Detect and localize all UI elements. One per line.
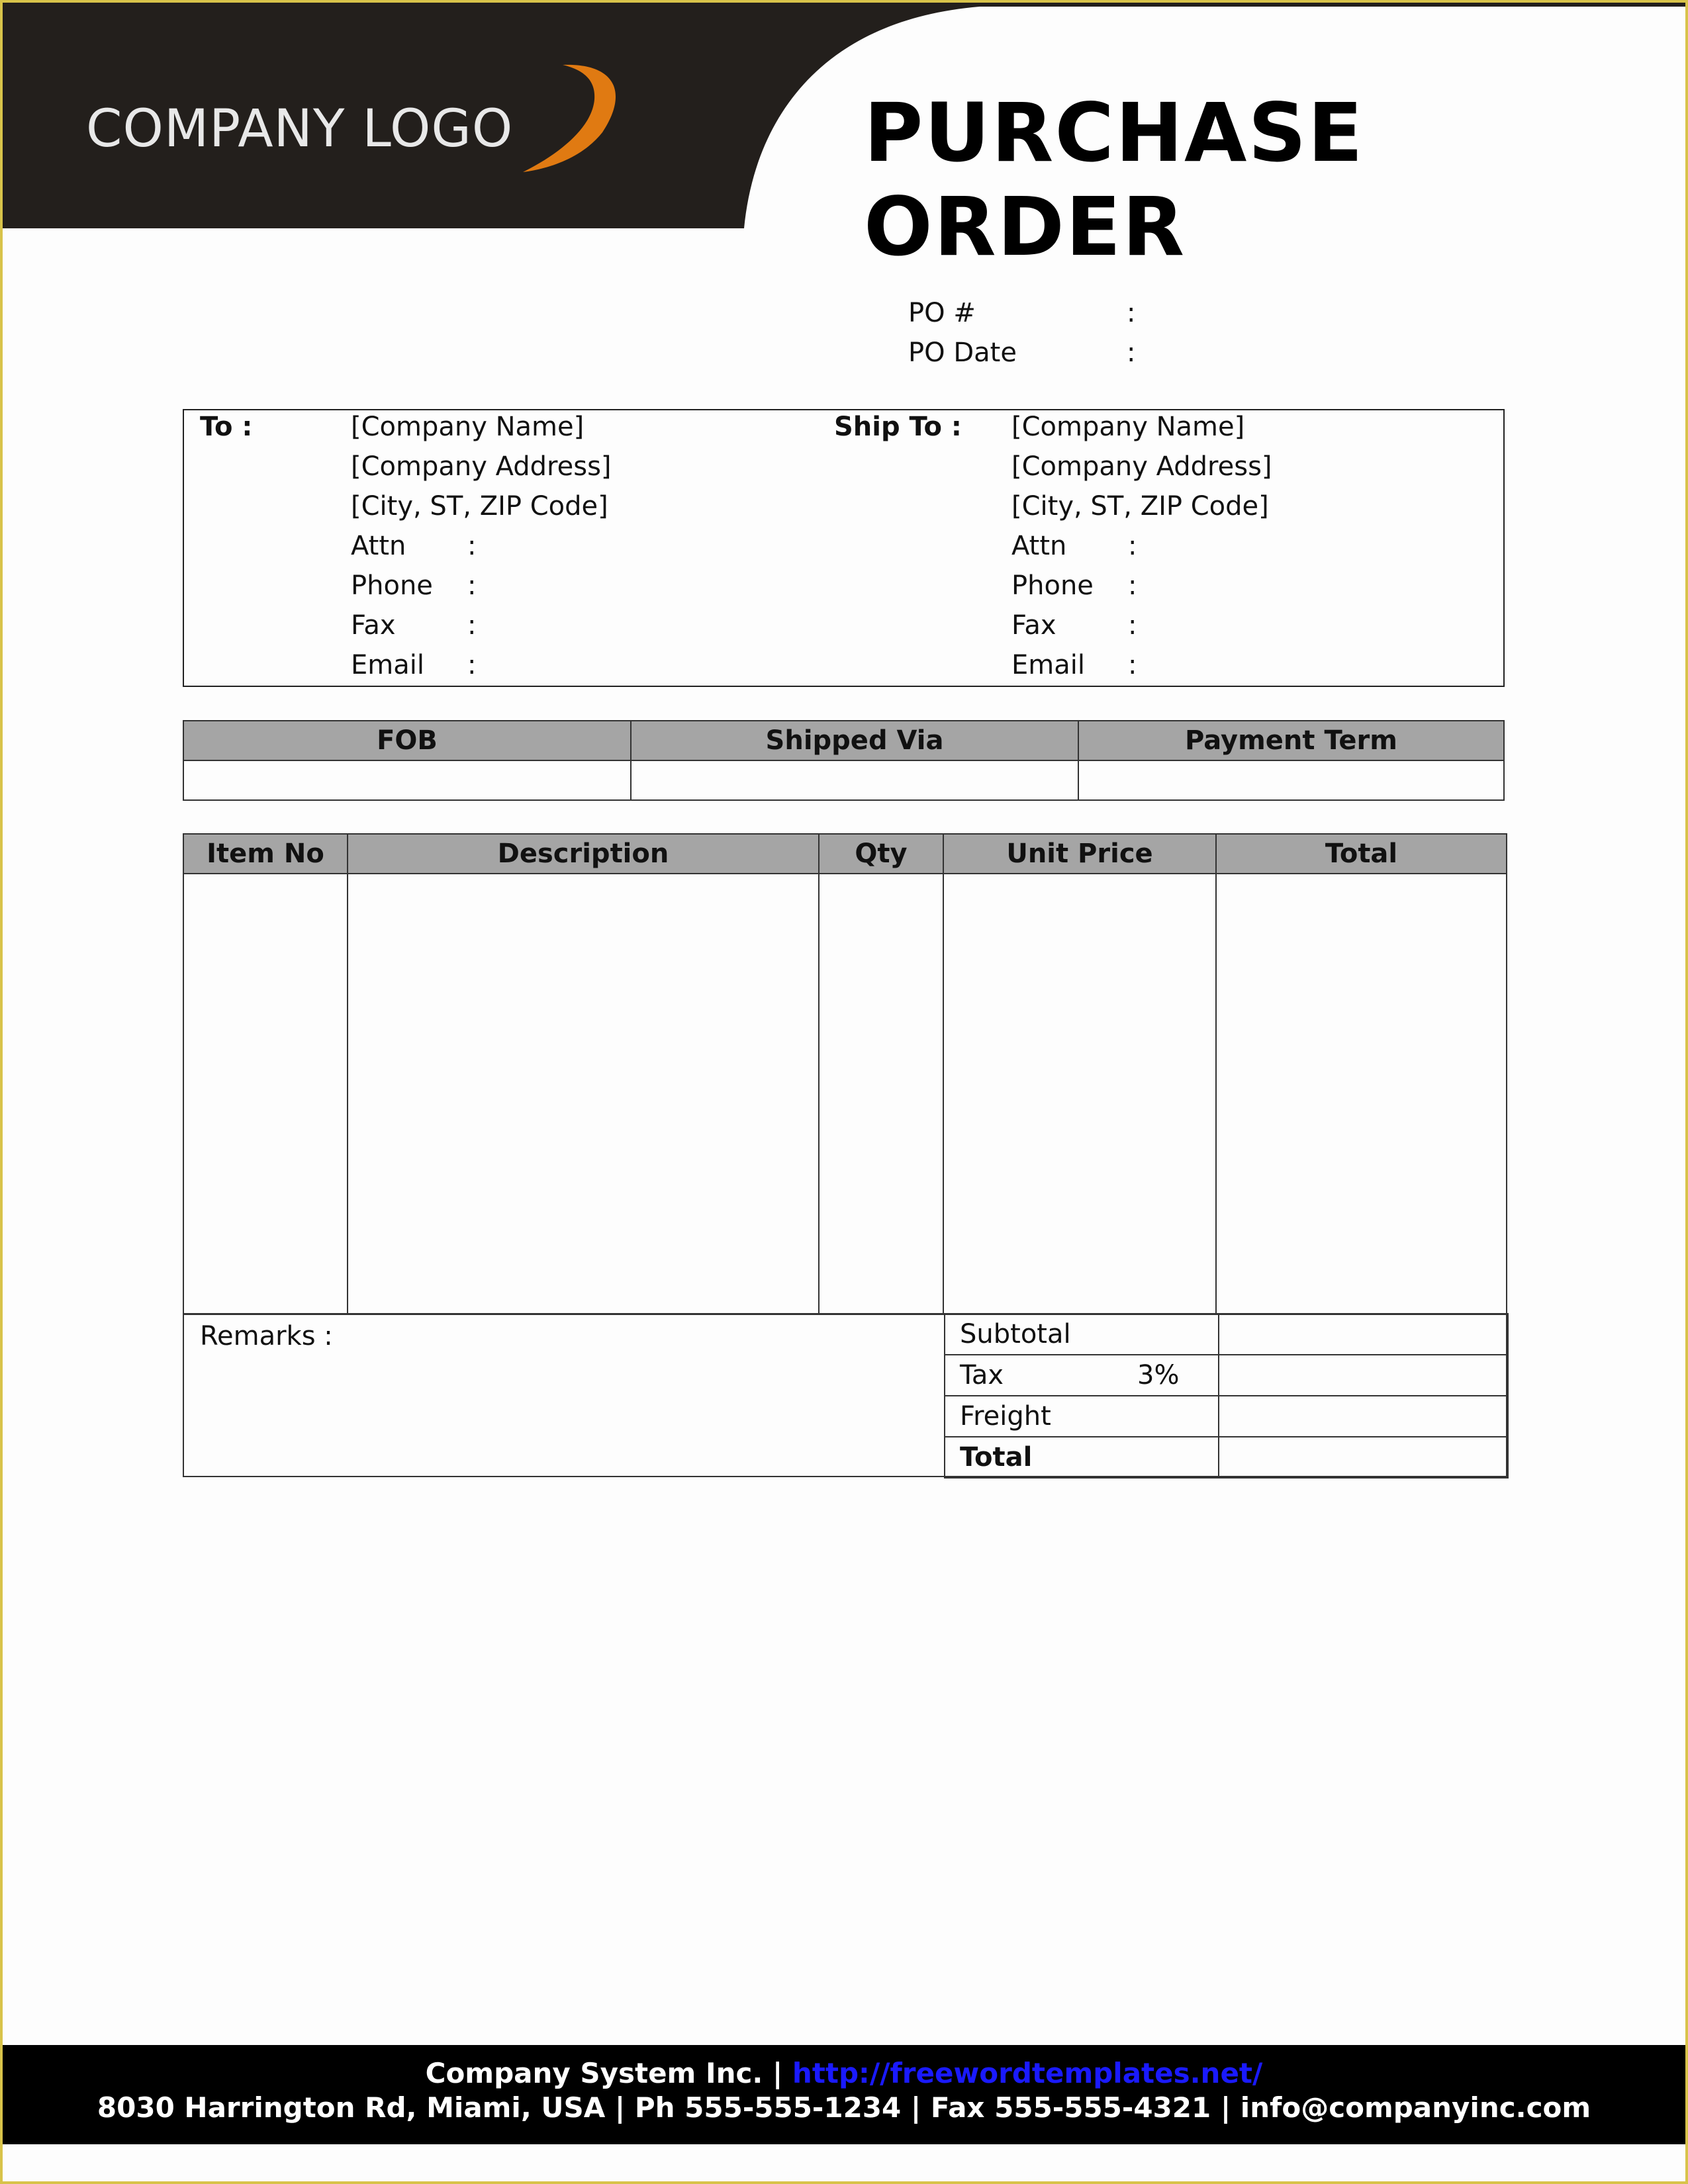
to-attn-label: Attn bbox=[351, 531, 406, 561]
description-header: Description bbox=[348, 834, 819, 874]
ship-to-city-line: [City, ST, ZIP Code] bbox=[1011, 491, 1269, 522]
po-date-label: PO Date bbox=[908, 338, 1017, 368]
to-phone-label: Phone bbox=[351, 570, 433, 601]
to-city-line: [City, ST, ZIP Code] bbox=[351, 491, 608, 522]
freight-label: Freight bbox=[945, 1396, 1219, 1437]
total-header: Total bbox=[1216, 834, 1507, 874]
item-no-header: Item No bbox=[183, 834, 348, 874]
po-number-label: PO # bbox=[908, 298, 976, 328]
footer-band bbox=[0, 2045, 1688, 2144]
total-cell[interactable] bbox=[1216, 874, 1507, 1314]
unit-price-cell[interactable] bbox=[943, 874, 1216, 1314]
grand-total-value[interactable] bbox=[1219, 1437, 1508, 1478]
to-company-name: [Company Name] bbox=[351, 412, 585, 442]
fob-cell[interactable] bbox=[183, 760, 631, 800]
grand-total-row bbox=[945, 1437, 1508, 1478]
fob-header: FOB bbox=[183, 721, 631, 760]
items-body-row bbox=[183, 874, 1507, 1314]
tax-value[interactable] bbox=[1219, 1355, 1508, 1396]
ship-to-email-label: Email bbox=[1011, 650, 1085, 680]
subtotal-row bbox=[945, 1314, 1508, 1355]
items-header-row bbox=[183, 834, 1507, 874]
address-box bbox=[183, 409, 1505, 687]
po-date-colon: : bbox=[1127, 338, 1136, 368]
footer-company: Company System Inc. | bbox=[425, 2057, 783, 2089]
ship-to-company-name: [Company Name] bbox=[1011, 412, 1245, 442]
footer-contact-line: 8030 Harrington Rd, Miami, USA | Ph 555-555-1234 | Fax 555-555-4321 | info@companyinc.com bbox=[97, 2091, 1591, 2124]
ship-to-heading: Ship To : bbox=[834, 412, 962, 442]
ship-to-attn-label: Attn bbox=[1011, 531, 1067, 561]
tax-label-cell bbox=[945, 1355, 1219, 1396]
freight-value[interactable] bbox=[1219, 1396, 1508, 1437]
shipping-value-row bbox=[183, 760, 1504, 800]
to-fax-colon: : bbox=[467, 610, 477, 641]
payment-term-header: Payment Term bbox=[1078, 721, 1504, 760]
shipped-via-cell[interactable] bbox=[631, 760, 1078, 800]
to-email-colon: : bbox=[467, 650, 477, 680]
to-heading: To : bbox=[200, 412, 253, 442]
payment-term-cell[interactable] bbox=[1078, 760, 1504, 800]
ship-to-email-colon: : bbox=[1128, 650, 1137, 680]
grand-total-label: Total bbox=[945, 1437, 1219, 1478]
to-fax-label: Fax bbox=[351, 610, 396, 641]
to-email-label: Email bbox=[351, 650, 424, 680]
subtotal-value[interactable] bbox=[1219, 1314, 1508, 1355]
footer-company-line bbox=[0, 2057, 1688, 2089]
po-number-colon: : bbox=[1127, 298, 1136, 328]
qty-header: Qty bbox=[819, 834, 943, 874]
to-attn-colon: : bbox=[467, 531, 477, 561]
shipping-header-row bbox=[183, 721, 1504, 760]
unit-price-header: Unit Price bbox=[943, 834, 1216, 874]
shipping-table bbox=[183, 720, 1505, 801]
company-logo: COMPANY LOGO bbox=[86, 99, 514, 159]
ship-to-fax-colon: : bbox=[1128, 610, 1137, 641]
remarks-label: Remarks : bbox=[200, 1321, 333, 1351]
to-phone-colon: : bbox=[467, 570, 477, 601]
totals-table bbox=[944, 1313, 1509, 1479]
tax-row bbox=[945, 1355, 1508, 1396]
remarks-totals-box bbox=[183, 1313, 1507, 1477]
ship-to-phone-label: Phone bbox=[1011, 570, 1094, 601]
shipped-via-header: Shipped Via bbox=[631, 721, 1078, 760]
subtotal-label: Subtotal bbox=[945, 1314, 1219, 1355]
tax-label: Tax bbox=[960, 1360, 1004, 1390]
ship-to-company-address: [Company Address] bbox=[1011, 451, 1272, 482]
footer-url-link[interactable]: http://freewordtemplates.net/ bbox=[792, 2057, 1263, 2089]
freight-row bbox=[945, 1396, 1508, 1437]
description-cell[interactable] bbox=[348, 874, 819, 1314]
to-company-address: [Company Address] bbox=[351, 451, 612, 482]
ship-to-fax-label: Fax bbox=[1011, 610, 1056, 641]
ship-to-attn-colon: : bbox=[1128, 531, 1137, 561]
qty-cell[interactable] bbox=[819, 874, 943, 1314]
items-table bbox=[183, 833, 1507, 1315]
tax-rate: 3% bbox=[1137, 1360, 1180, 1390]
document-title: PURCHASE ORDER bbox=[864, 86, 1364, 274]
item-no-cell[interactable] bbox=[183, 874, 348, 1314]
ship-to-phone-colon: : bbox=[1128, 570, 1137, 601]
